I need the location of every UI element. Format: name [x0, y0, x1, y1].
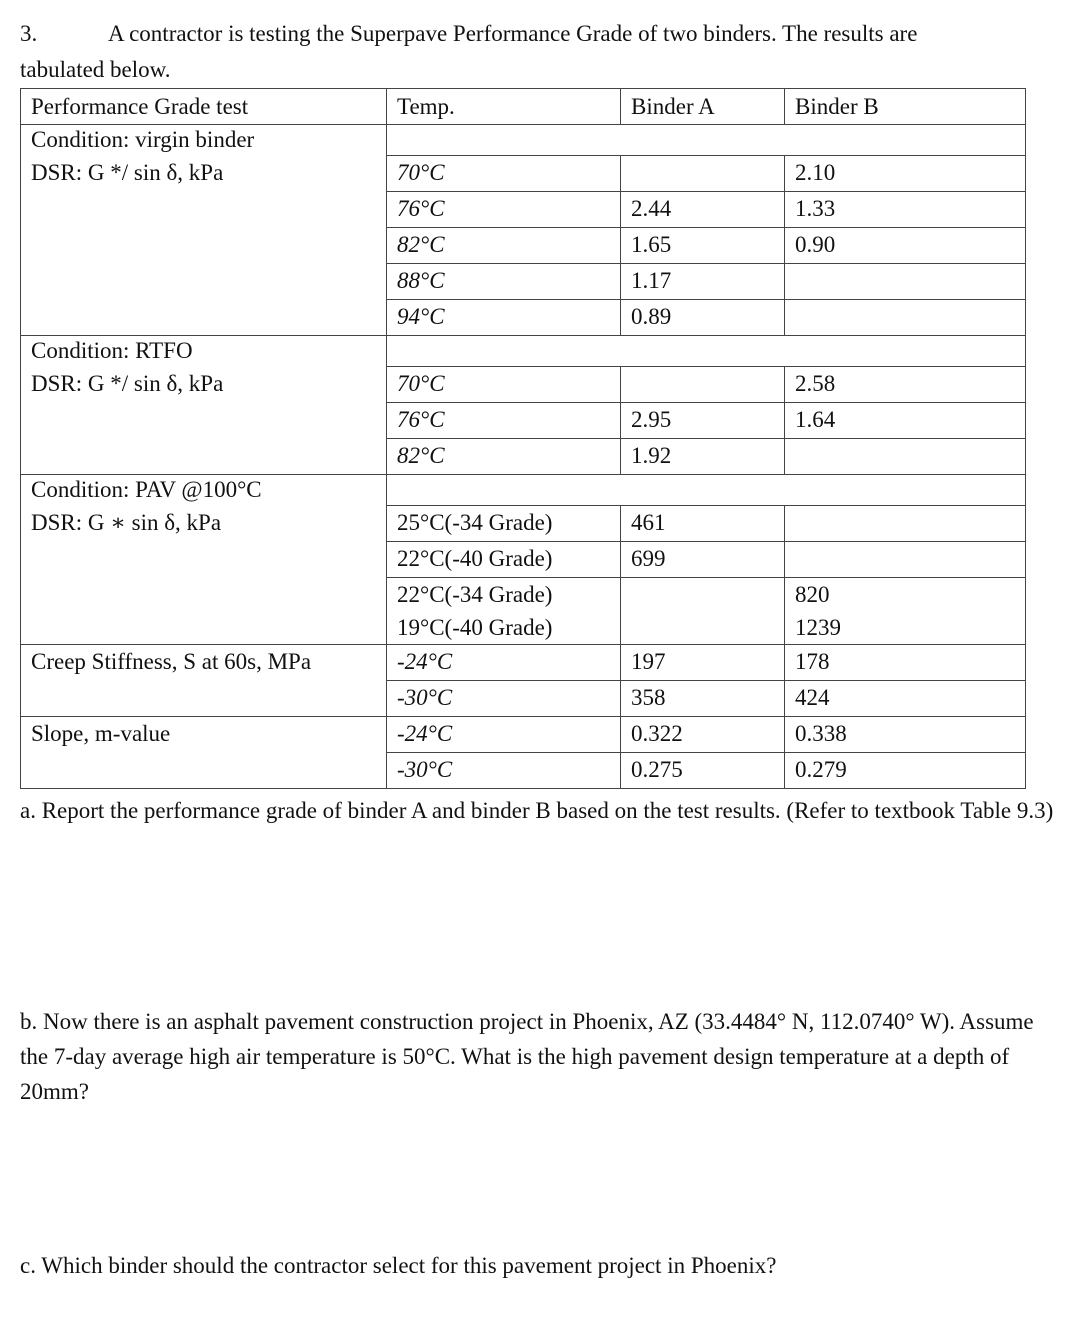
- results-table: [20, 88, 1026, 789]
- temp-cell: 76°C: [387, 403, 621, 439]
- condition-spacer: [387, 475, 1026, 506]
- temp-cell: -30°C: [387, 681, 621, 717]
- binder-b-cell: [785, 300, 1026, 336]
- table-row: [21, 717, 1026, 753]
- table-header-row: [21, 89, 1026, 125]
- problem-intro-line2: tabulated below.: [20, 57, 171, 82]
- condition-label: Condition: RTFO: [21, 336, 387, 367]
- table-row: [21, 506, 1026, 542]
- condition-label: Condition: PAV @100°C: [21, 475, 387, 506]
- binder-b-cell: [785, 264, 1026, 300]
- binder-b-cell: 2.58: [785, 367, 1026, 403]
- section-condition-row: [21, 125, 1026, 156]
- binder-b-line: 1239: [795, 615, 841, 640]
- binder-a-cell: 358: [621, 681, 785, 717]
- binder-b-cell: 1.33: [785, 192, 1026, 228]
- header-temp: Temp.: [387, 89, 621, 125]
- binder-b-cell: [785, 439, 1026, 475]
- binder-a-cell: 2.95: [621, 403, 785, 439]
- temp-cell: 88°C: [387, 264, 621, 300]
- test-label: DSR: G */ sin δ, kPa: [21, 367, 387, 475]
- binder-a-cell: [621, 367, 785, 403]
- table-row: [21, 367, 1026, 403]
- binder-b-cell: 2.10: [785, 156, 1026, 192]
- temp-cell: 70°C: [387, 367, 621, 403]
- temp-cell: -30°C: [387, 753, 621, 789]
- binder-b-cell: 424: [785, 681, 1026, 717]
- binder-a-cell: 0.89: [621, 300, 785, 336]
- binder-a-cell: 0.275: [621, 753, 785, 789]
- problem-intro-line1: A contractor is testing the Superpave Performance Grade of two binders. The results are: [108, 21, 918, 46]
- temp-cell: 70°C: [387, 156, 621, 192]
- temp-cell: 76°C: [387, 192, 621, 228]
- binder-a-cell: 1.17: [621, 264, 785, 300]
- temp-cell: -24°C: [387, 645, 621, 681]
- condition-label: Condition: virgin binder: [21, 125, 387, 156]
- binder-a-cell: [621, 156, 785, 192]
- table-row: [21, 645, 1026, 681]
- binder-a-cell: [621, 578, 785, 645]
- binder-b-cell: 178: [785, 645, 1026, 681]
- header-binder-a: Binder A: [621, 89, 785, 125]
- problem-number: 3.: [20, 21, 38, 46]
- binder-b-cell: 0.90: [785, 228, 1026, 264]
- binder-b-cell: [785, 578, 1026, 645]
- binder-a-cell: 2.44: [621, 192, 785, 228]
- temp-cell: [387, 578, 621, 645]
- test-label: Slope, m-value: [21, 717, 387, 789]
- binder-b-line: 820: [795, 582, 830, 607]
- binder-a-cell: 1.92: [621, 439, 785, 475]
- section-condition-row: [21, 475, 1026, 506]
- section-condition-row: [21, 336, 1026, 367]
- header-binder-b: Binder B: [785, 89, 1026, 125]
- temp-cell: 94°C: [387, 300, 621, 336]
- temp-cell: -24°C: [387, 717, 621, 753]
- binder-b-cell: [785, 506, 1026, 542]
- binder-a-cell: 461: [621, 506, 785, 542]
- binder-b-cell: [785, 542, 1026, 578]
- test-label: DSR: G */ sin δ, kPa: [21, 156, 387, 336]
- temp-line: 22°C(-34 Grade): [397, 582, 553, 607]
- condition-spacer: [387, 336, 1026, 367]
- condition-spacer: [387, 125, 1026, 156]
- temp-cell: 25°C(-34 Grade): [387, 506, 621, 542]
- binder-a-cell: 1.65: [621, 228, 785, 264]
- temp-line: 19°C(-40 Grade): [397, 615, 553, 640]
- question-c: c. Which binder should the contractor select for this pavement project in Phoenix?: [20, 1253, 777, 1278]
- temp-cell: 22°C(-40 Grade): [387, 542, 621, 578]
- binder-b-cell: 0.338: [785, 717, 1026, 753]
- header-test: Performance Grade test: [21, 89, 387, 125]
- test-label: DSR: G ∗ sin δ, kPa: [21, 506, 387, 645]
- binder-b-cell: 0.279: [785, 753, 1026, 789]
- temp-cell: 82°C: [387, 439, 621, 475]
- question-a: a. Report the performance grade of binder A and binder B based on the test results. (Refer to textbook Table 9.3): [20, 798, 1054, 823]
- binder-a-cell: 0.322: [621, 717, 785, 753]
- question-b: b. Now there is an asphalt pavement construction project in Phoenix, AZ (33.4484° N, 112.0740° W). Assume the 7-day average high air temperature is 50°C. What is the high pavement design temperature at a depth of 20mm?: [20, 1009, 1034, 1104]
- binder-a-cell: 197: [621, 645, 785, 681]
- table-row: [21, 156, 1026, 192]
- test-label: Creep Stiffness, S at 60s, MPa: [21, 645, 387, 717]
- binder-a-cell: 699: [621, 542, 785, 578]
- temp-cell: 82°C: [387, 228, 621, 264]
- binder-b-cell: 1.64: [785, 403, 1026, 439]
